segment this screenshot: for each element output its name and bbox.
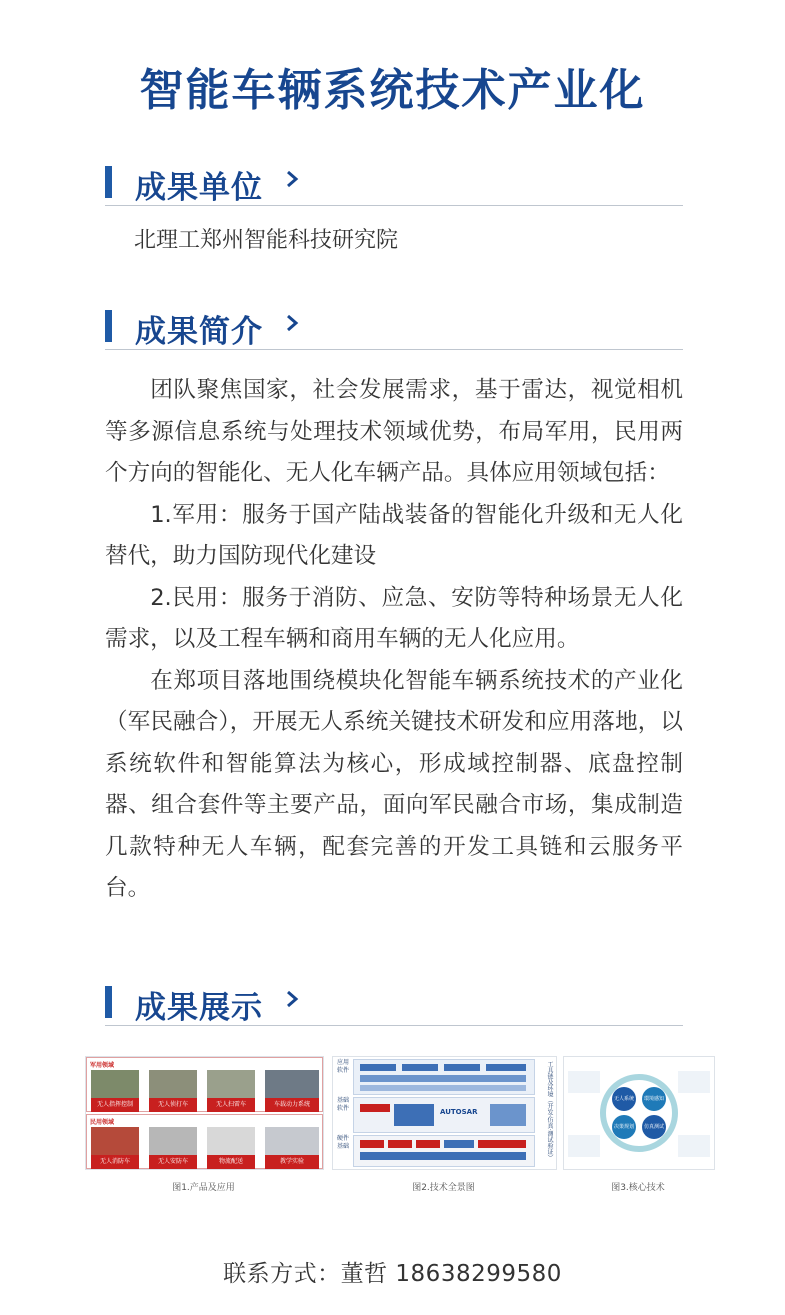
vehicle-image xyxy=(149,1070,197,1098)
product-label: 物流配送 xyxy=(207,1155,255,1169)
figure-caption: 图2.技术全景图 xyxy=(412,1183,475,1193)
product-label: 无人消防车 xyxy=(91,1155,139,1169)
civil-panel-heading: 民用领域 xyxy=(90,1119,115,1126)
product-label: 教学实验 xyxy=(265,1155,319,1169)
section-title-intro: 成果简介 xyxy=(135,314,263,350)
military-panel xyxy=(86,1057,323,1112)
figure-products xyxy=(85,1056,324,1170)
military-panel-heading: 军用领域 xyxy=(90,1062,115,1069)
product-label: 无人侦打车 xyxy=(149,1098,197,1112)
figure-caption: 图1.产品及应用 xyxy=(172,1183,235,1193)
vehicle-image xyxy=(149,1127,197,1155)
layer-label: 基础软件 xyxy=(336,1097,349,1112)
product-label: 无人指挥控制 xyxy=(91,1098,139,1112)
section-header-unit xyxy=(105,163,683,206)
module-block xyxy=(394,1104,434,1126)
module-block xyxy=(486,1064,526,1071)
module-block xyxy=(388,1140,412,1148)
chevron-right-icon xyxy=(285,313,299,333)
section-title-unit: 成果单位 xyxy=(135,170,263,206)
layer-label: 应用软件 xyxy=(336,1059,349,1074)
node-label: 决策规划 xyxy=(613,1124,634,1130)
section-accent-bar xyxy=(105,166,112,198)
product-label: 车载动力系统 xyxy=(265,1098,319,1112)
app-layer xyxy=(353,1059,535,1095)
page-title: 智能车辆系统技术产业化 xyxy=(139,65,646,116)
module-block xyxy=(360,1104,390,1112)
module-block xyxy=(490,1104,526,1126)
section-title-showcase: 成果展示 xyxy=(135,990,263,1026)
vehicle-image xyxy=(207,1070,255,1098)
product-label: 无人扫雷车 xyxy=(207,1098,255,1112)
organization-name: 北理工郑州智能科技研究院 xyxy=(134,228,399,253)
node-label: 仿真测试 xyxy=(643,1124,664,1130)
module-block xyxy=(360,1075,526,1082)
core-tech-diagram xyxy=(564,1057,714,1169)
intro-body xyxy=(105,370,683,910)
module-block xyxy=(444,1140,474,1148)
module-block xyxy=(360,1085,526,1091)
vehicle-image xyxy=(265,1127,319,1155)
intro-paragraph: 2.民用：服务于消防、应急、安防等特种场景无人化需求，以及工程车辆和商用车辆的无人化应用。 xyxy=(105,584,683,652)
figures-row xyxy=(0,1050,785,1195)
toolchain-label: 工具链及环境（开发·仿真·测试验证） xyxy=(546,1061,553,1161)
intro-paragraph: 在郑项目落地围绕模块化智能车辆系统技术的产业化（军民融合），开展无人系统关键技术研发和应用落地，以系统软件和智能算法为核心，形成域控制器、底盘控制器、组合套件等主要产品，面向军民融合市场，集成制造几款特种无人车辆，配套完善的开发工具链和云服务平台。 xyxy=(105,667,683,901)
section-accent-bar xyxy=(105,986,112,1018)
product-label: 无人安防车 xyxy=(149,1155,197,1169)
module-block xyxy=(360,1152,526,1160)
civil-panel xyxy=(86,1114,323,1169)
section-header-showcase xyxy=(105,983,683,1026)
vehicle-image xyxy=(91,1127,139,1155)
module-block xyxy=(402,1064,438,1071)
vehicle-image xyxy=(207,1127,255,1155)
section-header-intro xyxy=(105,307,683,350)
hardware-layer xyxy=(353,1135,535,1167)
node-label: 无人系统 xyxy=(613,1096,634,1102)
intro-paragraph: 1.军用：服务于国产陆战装备的智能化升级和无人化替代，助力国防现代化建设 xyxy=(105,501,683,569)
vehicle-image xyxy=(265,1070,319,1098)
figure-tech-panorama xyxy=(332,1056,557,1170)
node-label: 環境感知 xyxy=(643,1096,664,1102)
module-block xyxy=(360,1140,384,1148)
figure-core-tech xyxy=(563,1056,715,1170)
chevron-right-icon xyxy=(285,169,299,189)
module-block xyxy=(444,1064,480,1071)
figure-caption: 图3.核心技术 xyxy=(611,1183,665,1193)
module-block xyxy=(478,1140,526,1148)
intro-paragraph: 团队聚焦国家，社会发展需求，基于雷达，视觉相机等多源信息系统与处理技术领域优势，布局军用，民用两个方向的智能化、无人化车辆产品。具体应用领域包括： xyxy=(105,377,683,486)
chevron-right-icon xyxy=(285,989,299,1009)
contact-info: 联系方式：董哲 18638299580 xyxy=(223,1261,562,1287)
vehicle-image xyxy=(91,1070,139,1098)
layer-label: 硬件基础 xyxy=(336,1135,349,1150)
autosar-logo: AUTOSAR xyxy=(440,1108,478,1116)
base-software-layer xyxy=(353,1097,535,1133)
module-block xyxy=(416,1140,440,1148)
section-accent-bar xyxy=(105,310,112,342)
module-block xyxy=(360,1064,396,1071)
